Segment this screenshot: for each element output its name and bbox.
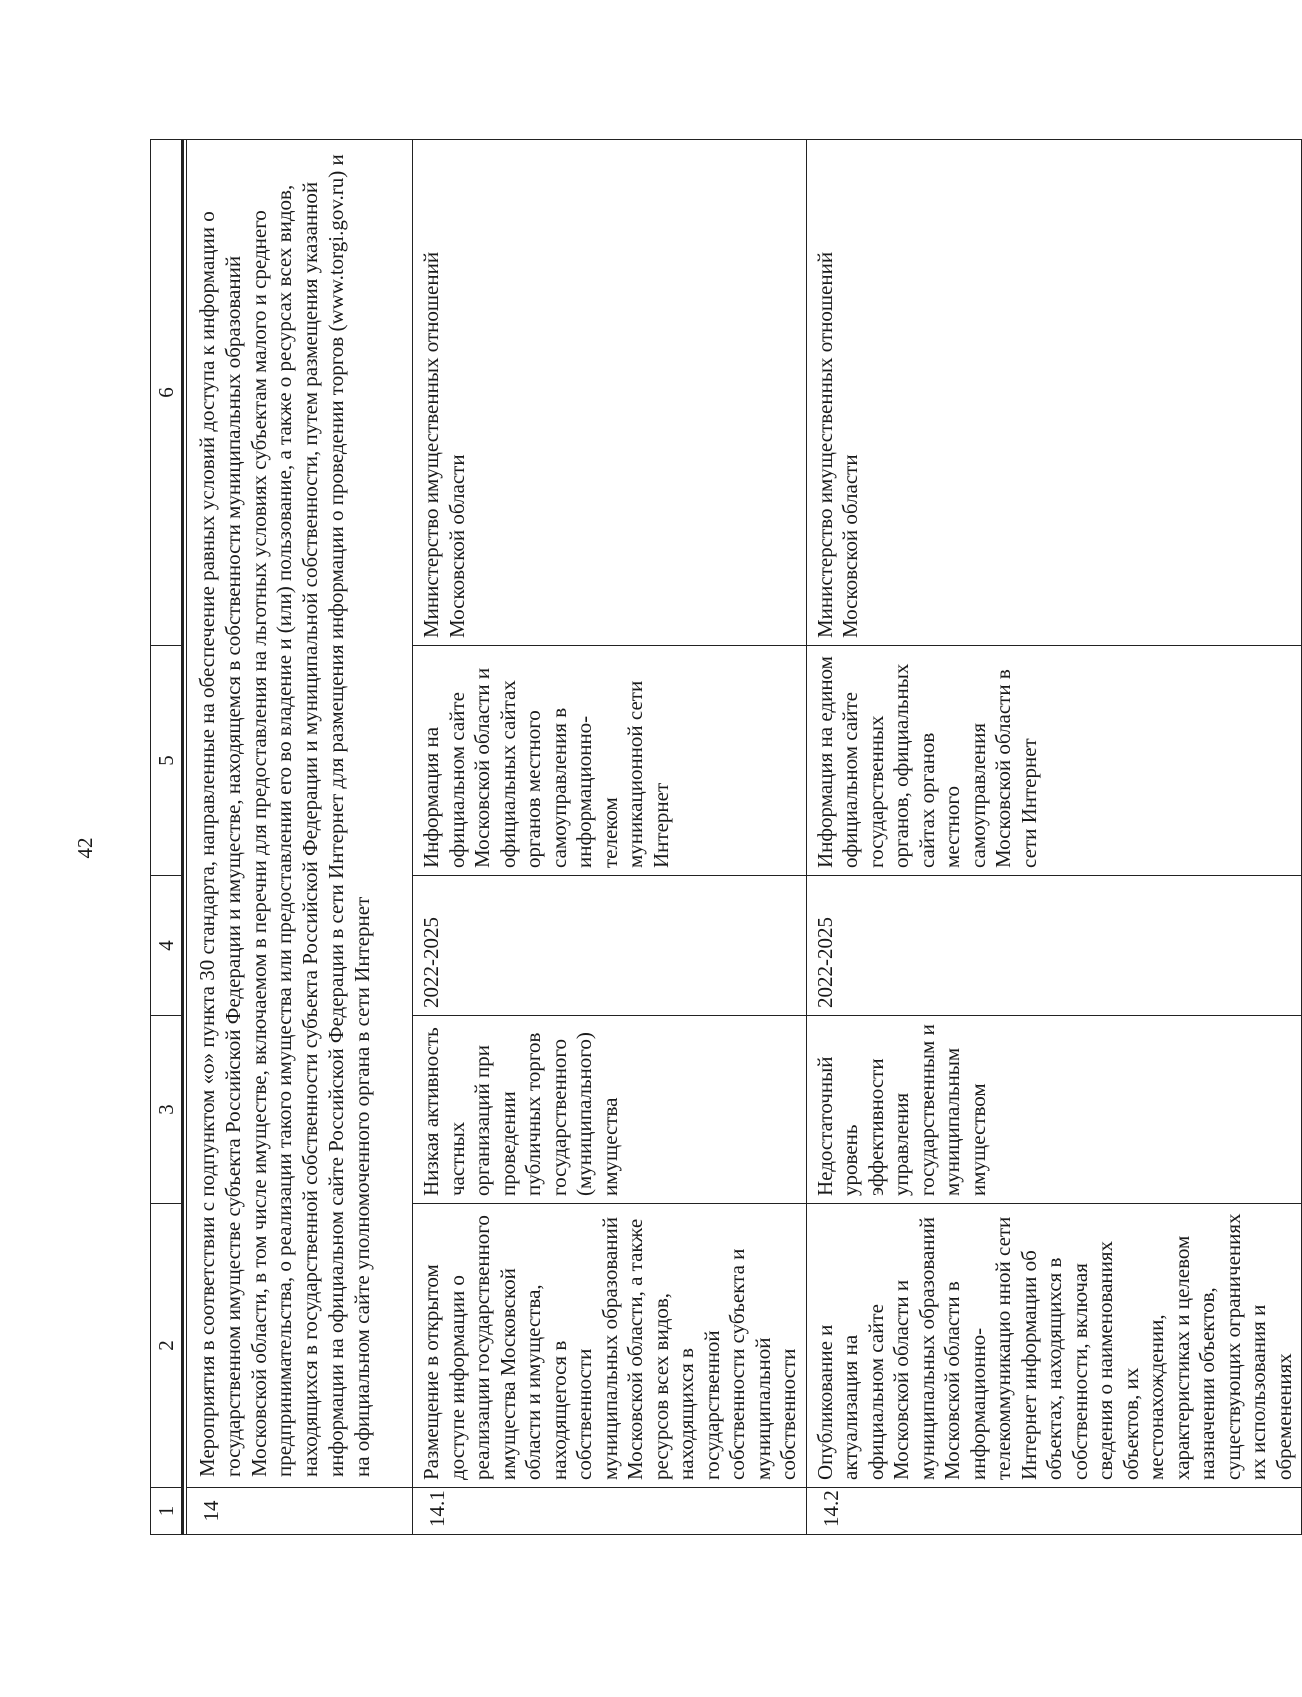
- row-number: 14.2: [806, 1488, 1302, 1535]
- column-header: 3: [151, 1016, 183, 1204]
- period-cell: 2022-2025: [806, 876, 1302, 1016]
- table-row: [187, 140, 413, 1535]
- column-header: 1: [151, 1488, 183, 1535]
- measures-table: [150, 139, 1302, 1535]
- responsible-cell: Министерство имущественных отношений Московской области: [413, 140, 807, 646]
- problem-cell: Недостаточный уровень эффективности управления государственным и муниципальным имуществом: [806, 1016, 1302, 1204]
- page-number: 42: [73, 837, 97, 859]
- row-number: 14.1: [413, 1488, 807, 1535]
- measure-cell: Размещение в открытом доступе информации о реализации государственного имущества Московской области и имущества, находящегося в собственности муниципальных образований Московской области, а также ресурсов всех видов, находящихся в государственной собственности субъекта и муниципальной собственности: [413, 1204, 807, 1488]
- row-number: 14: [187, 1488, 413, 1535]
- measure-cell: Опубликование и актуализация на официальном сайте Московской области и муниципальных образований Московской области в информационно-телекоммуникацио нной сети Интернет информации об объектах, находящихся в собственности, включая сведения о наименованиях объектов, их местонахождении, характеристиках и целевом назначении объектов, существующих ограничениях их использования и обременениях: [806, 1204, 1302, 1488]
- responsible-cell: Министерство имущественных отношений Московской области: [806, 140, 1302, 646]
- column-header: 5: [151, 646, 183, 876]
- result-cell: Информация на едином официальном сайте государственных органов, официальных сайтах органов местного самоуправления Московской области в сети Интернет: [806, 646, 1302, 876]
- column-header: 2: [151, 1204, 183, 1488]
- problem-cell: Низкая активность частных организаций при проведении публичных торгов государственного (муниципального) имущества: [413, 1016, 807, 1204]
- table-row: [413, 140, 807, 1535]
- rotated-table-wrapper: [150, 140, 1296, 1535]
- column-header: 4: [151, 876, 183, 1016]
- column-header: 6: [151, 140, 183, 646]
- row-14-description: Мероприятия в соответствии с подпунктом «о» пункта 30 стандарта, направленные на обеспечение равных условий доступа к информации о государственном имуществе субъекта Российской Федерации и имуществе, находящемся в собственности муниципальных образований Московской области, в том числе имуществе, включаемом в перечни для предоставления на льготных условиях субъектам малого и среднего предпринимательства, о реализации такого имущества или предоставлении его во владение и (или) пользование, а также о ресурсах всех видов, находящихся в государственной собственности субъекта Российской Федерации и муниципальной собственности, путем размещения указанной информации на официальном сайте Российской Федерации в сети Интернет для размещения информации о проведении торгов (www.torgi.gov.ru) и на официальном сайте уполномоченного органа в сети Интернет: [187, 140, 413, 1488]
- result-cell: Информация на официальном сайте Московской области и официальных сайтах органов местного самоуправления в информационно-телеком муникационной сети Интернет: [413, 646, 807, 876]
- period-cell: 2022-2025: [413, 876, 807, 1016]
- table-row: [806, 140, 1302, 1535]
- header-row: [151, 140, 183, 1535]
